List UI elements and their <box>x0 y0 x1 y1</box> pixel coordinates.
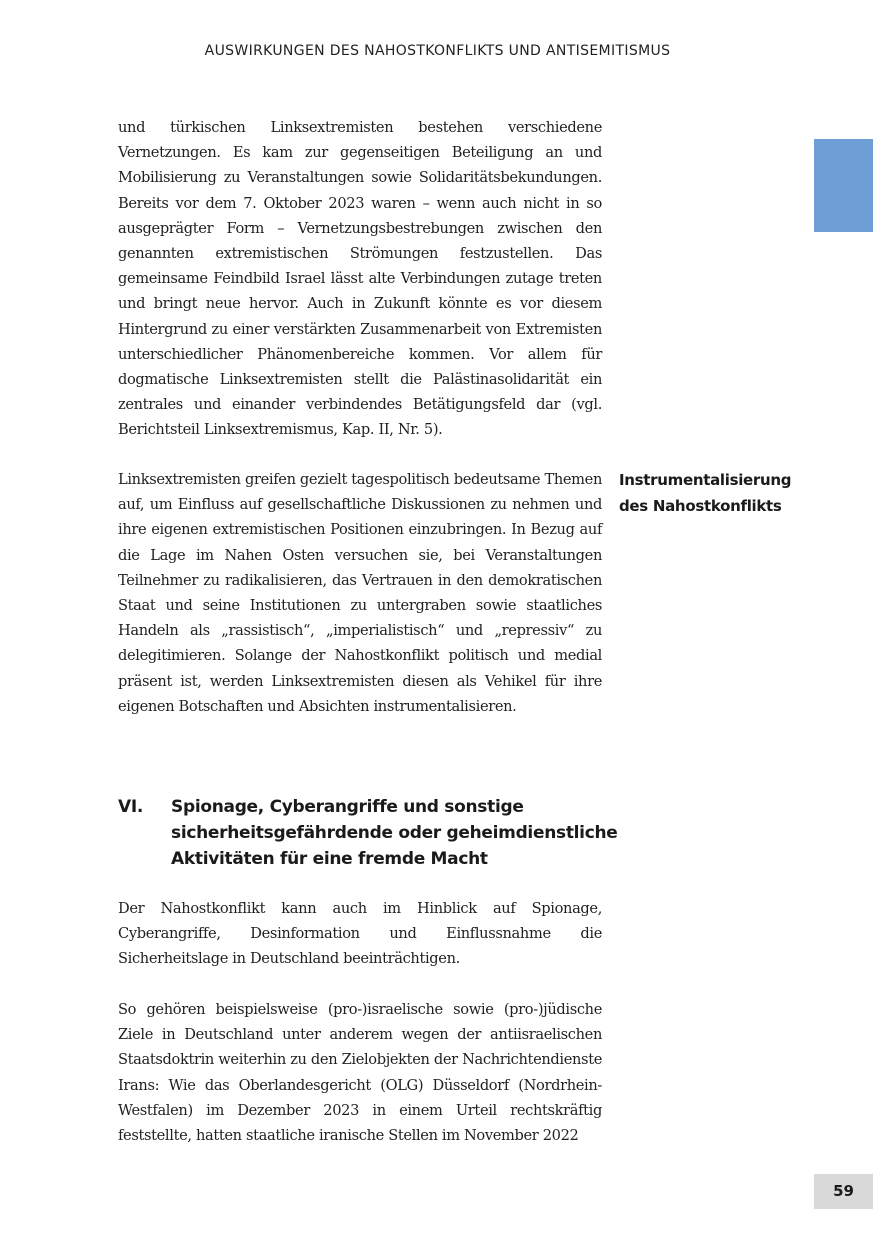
margin-heading-line: Instrumentalisierung <box>619 471 792 489</box>
paragraph-text: Linksextremisten greifen gezielt tagespolitisch bedeutsame Themen auf, um Einfluss auf gesellschaftliche Diskussionen zu nehmen und ihre eigenen extremistischen Positionen einzubringen. In Bezug auf die Lage im Nahen Osten versuchen sie, bei Veranstaltungen Teilnehmer zu radikalisieren, das Vertrauen in den demokratischen Staat und seine Institutionen zu untergraben sowie staatliches Handeln als „rassistisch“, „imperialistisch“ und „repressiv“ zu delegitimieren. Solange der Nahostkonflikt politisch und medial präsent ist, werden Linksextremisten diesen als Vehikel für ihre eigenen Botschaften und Absichten instrumentalisieren. <box>118 471 602 715</box>
section-number: VI. <box>118 797 144 817</box>
paragraph-text: und türkischen Linksextremisten bestehen verschiedene Vernetzungen. Es kam zur gegenseitigen Beteiligung an und Mobilisierung zu Veranstaltungen sowie Solidaritätsbekundungen. Bereits vor dem 7. Oktober 2023 waren – wenn auch nicht in so ausgeprägter Form – Vernetzungsbestrebungen zwischen den genannten extremistischen Strömungen festzustellen. Das gemeinsame Feindbild Israel lässt alte Verbindungen zutage treten und bringt neue hervor. Auch in Zukunft könnte es vor diesem Hintergrund zu einer verstärkten Zusammenarbeit von Extremisten unterschiedlicher Phänomenbereiche kommen. Vor allem für dogmatische Linksextremisten stellt die Palästinasolidarität ein zentrales und einander verbindendes Betätigungsfeld dar (vgl. Berichtsteil Linksextremismus, Kap. II, Nr. 5). <box>118 119 602 439</box>
body-paragraph <box>118 896 602 972</box>
section-heading <box>118 794 618 872</box>
body-paragraph <box>118 467 602 719</box>
running-header: AUSWIRKUNGEN DES NAHOSTKONFLIKTS UND ANTISEMITISMUS <box>204 43 671 59</box>
body-paragraph <box>118 115 602 443</box>
body-paragraph <box>118 997 602 1148</box>
page-number: 59 <box>814 1174 873 1209</box>
section-title: Spionage, Cyberangriffe und sonstige sicherheitsgefährdende oder geheimdienstliche Aktivitäten für eine fremde Macht <box>171 797 618 869</box>
paragraph-text: Der Nahostkonflikt kann auch im Hinblick auf Spionage, Cyberangriffe, Desinformation und Einflussnahme die Sicherheitslage in Deutschland beeinträchtigen. <box>118 900 602 968</box>
paragraph-text: So gehören beispielsweise (pro-)israelische sowie (pro-)jüdische Ziele in Deutschland unter anderem wegen der antiisraelischen Staatsdoktrin weiterhin zu den Zielobjekten der Nachrichtendienste Irans: Wie das Oberlandesgericht (OLG) Düsseldorf (Nordrhein-Westfalen) im Dezember 2023 in einem Urteil rechtskräftig feststellte, hatten staatliche iranische Stellen im November 2022 <box>118 1001 602 1145</box>
chapter-tab-marker <box>814 139 873 232</box>
margin-heading-line: des Nahostkonflikts <box>619 497 782 515</box>
margin-heading <box>619 467 809 519</box>
